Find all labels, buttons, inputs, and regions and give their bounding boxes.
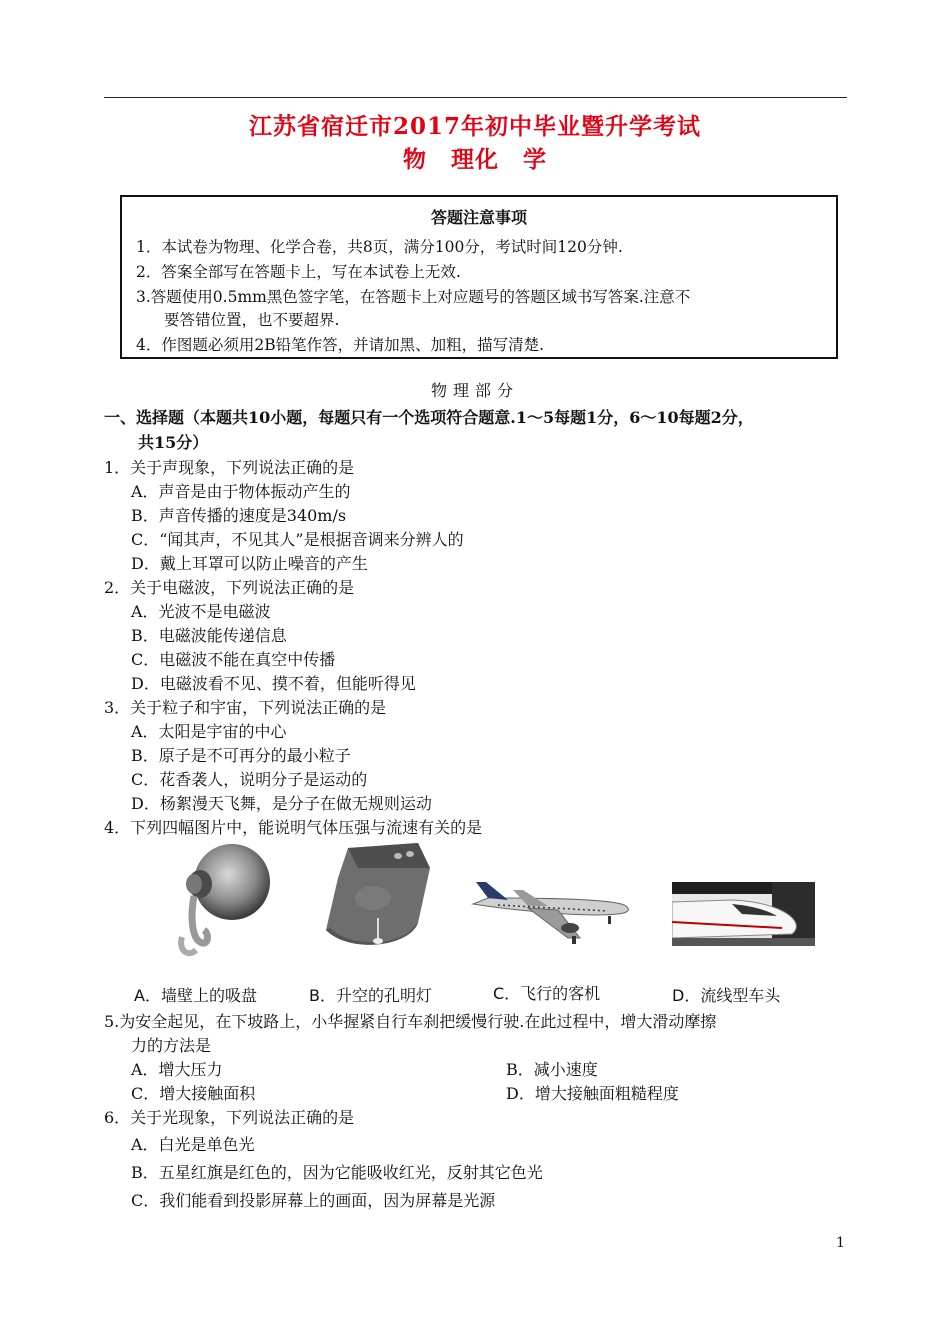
- option: C．我们能看到投影屏幕上的画面，因为屏幕是光源: [131, 1191, 496, 1210]
- image-caption-c: C．飞行的客机: [493, 984, 601, 1003]
- notice-title: 答题注意事项: [430, 208, 527, 227]
- notice-item: 1．本试卷为物理、化学合卷，共8页，满分100分，考试时间120分钟.: [136, 238, 623, 256]
- airplane-image: [468, 878, 633, 948]
- option: D．电磁波看不见、摸不着，但能听得见: [131, 674, 416, 693]
- option: B．原子是不可再分的最小粒子: [131, 746, 351, 765]
- question-stem: 1．关于声现象，下列说法正确的是: [104, 458, 355, 477]
- option: D．杨絮漫天飞舞，是分子在做无规则运动: [131, 794, 432, 813]
- option: B．声音传播的速度是340m/s: [131, 506, 347, 525]
- exam-subtitle: 物 理化 学: [403, 146, 547, 173]
- option: B．五星红旗是红色的，因为它能吸收红光，反射其它色光: [131, 1163, 543, 1182]
- question-stem: 6．关于光现象，下列说法正确的是: [104, 1108, 355, 1127]
- bullet-train-image: [672, 882, 815, 946]
- option: D．增大接触面粗糙程度: [506, 1084, 679, 1103]
- option: A．白光是单色光: [131, 1135, 255, 1154]
- option: C．增大接触面积: [131, 1084, 256, 1103]
- option: C．花香袭人，说明分子是运动的: [131, 770, 368, 789]
- option: A．声音是由于物体振动产生的: [131, 482, 351, 501]
- notice-item: 4．作图题必须用2B铅笔作答，并请加黑、加粗，描写清楚.: [136, 336, 545, 354]
- section-title: 物理部分: [430, 381, 519, 400]
- header-rule: [104, 97, 847, 98]
- question-stem: 3．关于粒子和宇宙，下列说法正确的是: [104, 698, 387, 717]
- image-caption-a: A．墙壁上的吸盘: [134, 986, 257, 1005]
- option: A．增大压力: [131, 1060, 223, 1079]
- option: B．电磁波能传递信息: [131, 626, 287, 645]
- image-caption-b: B．升空的孔明灯: [309, 986, 432, 1005]
- option: B．减小速度: [506, 1060, 598, 1079]
- suction-cup-image: [170, 842, 275, 960]
- notice-box: [120, 195, 838, 359]
- option: C．“闻其声，不见其人”是根据音调来分辨人的: [131, 530, 464, 549]
- question-stem: 5.为安全起见，在下坡路上，小华握紧自行车刹把缓慢行驶.在此过程中，增大滑动摩擦: [104, 1012, 717, 1031]
- option: C．电磁波不能在真空中传播: [131, 650, 336, 669]
- notice-item: 要答错位置，也不要超界.: [164, 311, 340, 329]
- part-heading-cont: 共15分）: [138, 433, 209, 452]
- page-number: 1: [836, 1235, 845, 1251]
- question-stem-cont: 力的方法是: [131, 1036, 212, 1055]
- option: A．光波不是电磁波: [131, 602, 271, 621]
- option: A．太阳是宇宙的中心: [131, 722, 287, 741]
- sky-lantern-image: [318, 838, 433, 958]
- option: D．戴上耳罩可以防止噪音的产生: [131, 554, 368, 573]
- exam-title: 江苏省宿迁市2017年初中毕业暨升学考试: [248, 113, 701, 140]
- question-stem: 2．关于电磁波，下列说法正确的是: [104, 578, 355, 597]
- part-heading: 一、选择题（本题共10小题，每题只有一个选项符合题意.1～5每题1分，6～10每题2分，: [104, 408, 754, 427]
- question-stem: 4．下列四幅图片中，能说明气体压强与流速有关的是: [104, 818, 483, 837]
- notice-item: 3.答题使用0.5mm黑色签字笔，在答题卡上对应题号的答题区域书写答案.注意不: [136, 288, 691, 306]
- notice-item: 2．答案全部写在答题卡上，写在本试卷上无效.: [136, 263, 461, 281]
- image-caption-d: D．流线型车头: [672, 986, 781, 1005]
